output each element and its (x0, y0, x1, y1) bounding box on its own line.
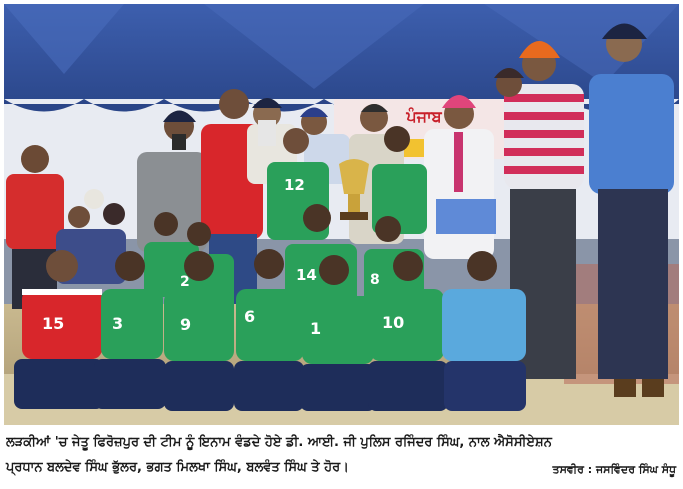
jersey-number: 9 (180, 315, 192, 334)
caption-line-1: ਲੜਕੀਆਂ 'ਚ ਜੇਤੂ ਫਿਰੋਜ਼ਪੁਰ ਦੀ ਟੀਮ ਨੂੰ ਇਨਾਮ ਵੰਡਦੇ ਹੋਏ ਡੀ. ਆਈ. ਜੀ ਪੁਲਿਸ ਰਜਿੰਦਰ ਸਿੰਘ, ਨਾਲ ਐਸੋਸੀਏਸ਼ਨ (6, 435, 552, 450)
photo-illustration (4, 4, 679, 425)
banner-text: ਪੰਜਾਬ (406, 107, 442, 126)
jersey-number: 12 (284, 176, 305, 194)
jersey-number: 8 (370, 272, 380, 288)
jersey-number: 1 (310, 319, 322, 338)
caption-line-2-wrapper (6, 455, 678, 480)
photo-caption (6, 430, 678, 480)
jersey-number: 3 (112, 314, 124, 333)
jersey-number: 10 (382, 313, 405, 332)
person-man-blue-shirt-right (589, 24, 674, 398)
photo-credit: ਤਸਵੀਰ : ਜਸਵਿੰਦਰ ਸਿੰਘ ਸੰਧੂ (552, 463, 676, 476)
jersey-number: 2 (180, 274, 190, 290)
caption-line-2: ਪ੍ਰਧਾਨ ਬਲਦੇਵ ਸਿੰਘ ਭੁੱਲਰ, ਭਗਤ ਮਿਲਖਾ ਸਿੰਘ, ਬਲਵੰਤ ਸਿੰਘ ਤੇ ਹੋਰ। (6, 460, 349, 475)
jersey-number: 15 (42, 314, 65, 333)
news-photograph (4, 4, 679, 425)
jersey-number: 14 (296, 266, 317, 284)
jersey-number: 6 (244, 307, 256, 326)
